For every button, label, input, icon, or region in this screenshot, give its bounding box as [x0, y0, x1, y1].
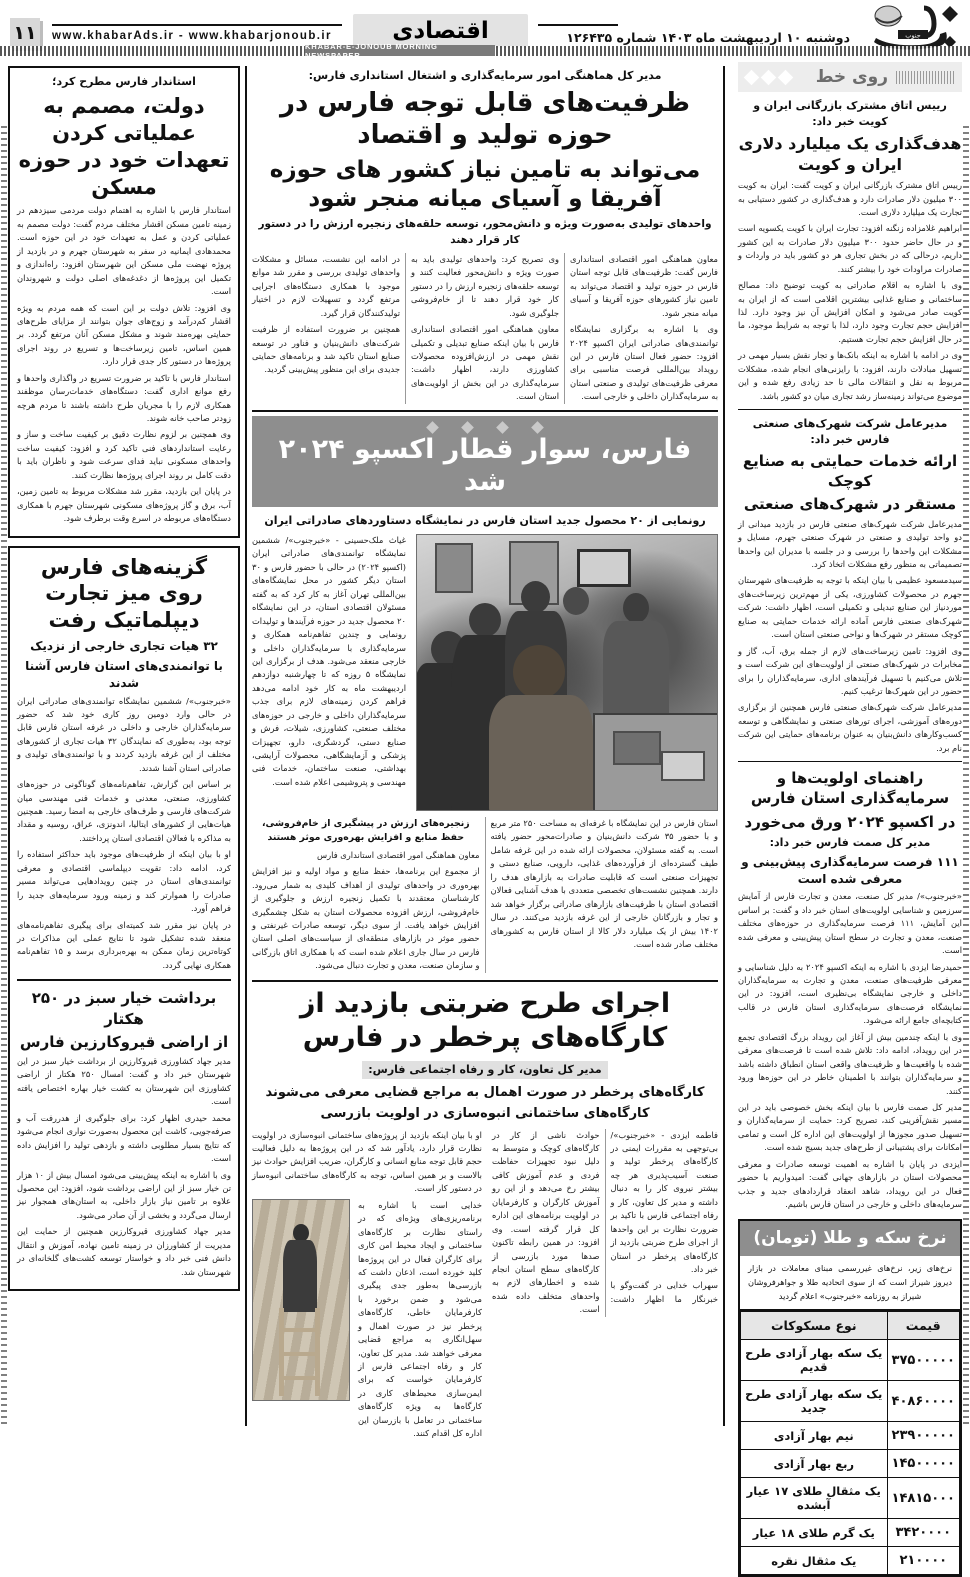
expo-photo-block — [252, 534, 718, 811]
center-column — [252, 62, 718, 1444]
table-row — [741, 1547, 960, 1575]
logo-sub-text: جنوب — [905, 31, 921, 40]
diamond-icon — [744, 69, 760, 85]
photo-wall-frame — [435, 543, 473, 593]
trade-sub-line2: با توانمندی‌های استان فارس آشنا شدند — [25, 658, 223, 690]
cucumber-headline-line1: برداشت خیار سبز در ۲۵۰ هکتار — [31, 989, 217, 1028]
price-column-header: قیمت — [887, 1312, 959, 1340]
photo-display-item — [661, 751, 705, 781]
price-table — [740, 1311, 960, 1575]
issue-date-line: دوشنبه ۱۰ اردیبهشت ماه ۱۴۰۳ شماره ۱۲۶۴۳۵ — [566, 30, 850, 45]
lead-kicker: مدیر کل هماهنگی امور سرمایه‌گذاری و اشتغال استانداری فارس: — [308, 69, 662, 82]
cucumber-para-1: محمد حیدری اظهار کرد: برای جلوگیری از هدررفت آب و صرفه‌جویی، کاشت این محصول به‌صورت نواری انجام می‌شود که نتایج بسیار مطلوبی داشته و بازدهی تولید را افزایش داده است. — [17, 1112, 231, 1164]
priorities-para-1: حمیدرضا ایزدی با اشاره به اینکه اکسپو ۲۰۲۴ به دلیل شناسایی و معرفی ظرفیت‌های صنعت، معدن و تجارت به سرمایه‌گذاران داخلی و خارجی نمایشگاه بی‌نظیری است، افزود: در این نمایشگاه فرصت‌های سرمایه‌گذاری استان فارس در قالب کتابچه‌ای جامع ارائه می‌شود. — [738, 961, 962, 1026]
lead-para-1: وی با اشاره به برگزاری نمایشگاه توانمندی‌های صادراتی ایران اکسپو ۲۰۲۴ افزود: حضور فعال استان فارس در این رویداد بین‌المللی فرصت مناسبی برای معرفی ظرفیت‌های تولیدی و صنعتی استان به سرمایه‌گذاران داخلی و خارجی است. — [570, 324, 718, 402]
center-divider-2 — [252, 980, 718, 982]
english-title-strip: KHABAR-E-JONOUB MORNING NEWSPAPER — [305, 45, 495, 56]
table-row — [741, 1381, 960, 1422]
table-row — [741, 1340, 960, 1381]
left-column — [8, 62, 240, 1291]
story-industrial-towns — [738, 416, 962, 755]
page-number: ۱۱ — [10, 18, 40, 48]
story-housing — [8, 66, 240, 538]
expo-para-0: غیاث ملک‌حسینی - «خبرجنوب»/ ششمین نمایشگاه توانمندی‌های صادراتی ایران (اکسپو ۲۰۲۴) در حالی با حضور فارس و ۳۰ استان دیگر کشور در محل نمایشگاه‌های بین‌المللی تهران آغاز به کار کرد که به گفته مسئولان اقتصادی استان، در این نمایشگاه ۲۰ محصول جدید در حوزه فرآیندها و تولیدات رونمایی و چندین تفاهم‌نامه همکاری و سرمایه‌گذاری با سرمایه‌گذاران داخلی و خارجی منعقد می‌شود. هدف از برگزاری این نمایشگاه ۵ روزه که تا چهارشنبه دوازدهم اردیبهشت ماه به کار خود ادامه می‌دهد فراهم کردن زمینه‌های لازم برای جذب سرمایه‌گذاران داخلی و خارجی در حوزه‌های مختلف صنعتی، کشاورزی، شیلات، فرش و صنایع دستی، گردشگری، دارو، تجهیزات پزشکی و آزمایشگاهی، محصولات آرایشی، بهداشتی، صنعت ساختمان، خدمات فنی مهندسی و پتروشیمی اعلام شده است. — [252, 535, 407, 787]
priorities-para-4: ایزدی در پایان با اشاره به اهمیت توسعه صادرات و معرفی محصولات استان در بازارهای جهانی گفت: امیدواریم با حضور فعال در این رویداد، شاهد انعقاد قراردادهای جدید و جذب سرمایه‌های داخلی و خارجی در استان فارس باشیم. — [738, 1158, 962, 1210]
gold-coin-price-table — [738, 1219, 962, 1577]
priorities-kicker: مدیر کل صمت فارس خبر داد: — [769, 835, 931, 849]
expo-pullquote-attrib: معاون هماهنگی امور اقتصادی استانداری فارس — [317, 849, 480, 860]
cucumber-para-0: مدیر جهاد کشاورزی قیروکارزین از برداشت خیار سبز در این شهرستان خبر داد و گفت: امسال ۲۵۰ هکتار از اراضی کشاورزی این شهرستان به کشت خیار بهاره اختصاص یافته است. — [17, 1056, 231, 1107]
masthead — [0, 0, 970, 62]
workshops-sub-1: کارگاه‌های پرخطر در صورت اهمال به مراجع قضایی معرفی می‌شوند — [265, 1085, 705, 1101]
photo-person-head — [521, 581, 550, 613]
price-table-title: نرخ سکه و طلا (تومان) — [740, 1221, 960, 1256]
kuwait-para-1: ابراهیم غلامزاده زنگنه افزود: تجارت ایران با کویت یکسویه است و در حال حاضر حدود ۳۰۰ میلیون دلار صادرات به این کشور داریم، درحالی که در بخش تجاری هر دو کشور باید در واردات و صادرات مراودات خود را بیشتر کنند. — [738, 223, 963, 274]
price-value: ۱۴۵۰۰۰۰۰ — [887, 1450, 959, 1478]
roy-khat-diamonds — [746, 72, 791, 83]
workshops-para-2: فاطمه ایزدی - «خبرجنوب»/ بی‌توجهی به مقررات ایمنی در کارگاه‌های پرخطر تولید و صنعت آسیب‌پذیری هر چه بیشتر نیروی کار را به دنبال داشته و مدیر کل تعاون، کار و رفاه اجتماعی فارس با تاکید بر ضرورت نظارت بر این واحدها از اجرای طرح ضربتی بازدید از کارگاه‌های پرخطر در استان خبر داد. — [610, 1129, 718, 1274]
lead-para-5: همچنین بر ضرورت استفاده از ظرفیت شرکت‌های دانش‌بنیان و فناور در توسعه صنایع استان تاکید شد و برنامه‌های حمایتی جدیدی برای این منظور پیش‌بینی گردید. — [252, 324, 400, 375]
priorities-headline-line2: در اکسپو ۲۰۲۴ ورق می‌خورد — [744, 812, 956, 831]
workshop-photo — [252, 1199, 350, 1401]
coin-name: یک سکه بهار آزادی طرح قدیم — [741, 1340, 888, 1381]
towns-para-0: مدیرعامل شرکت شهرک‌های صنعتی فارس در بازدید میدانی از دو واحد تولیدی و صنعتی در شهرک صنعتی جهرم، مسایل و مشکلات این واحدها را بررسی و در جلسه با مدیران این واحدها تصمیماتی به منظور رفع مشکلات اتخاذ کرد. — [738, 518, 962, 569]
workshops-body — [252, 1129, 718, 1444]
center-divider-1 — [252, 410, 718, 412]
coin-name: یک مثقال طلای ۱۷ عیار آبشده — [741, 1478, 888, 1519]
diamond-icon — [461, 421, 474, 434]
photo-figures — [417, 535, 717, 810]
lead-para-2: وی تصریح کرد: واحدهای تولیدی باید به صورت ویژه و دانش‌محور فعالیت کنند و توسعه حلقه‌های زنجیره ارزش را در دستور کار خود قرار دهند تا از خام‌فروشی جلوگیری شود. — [411, 253, 559, 318]
price-table-note: نرخ‌های زیر، نرخ‌های غیررسمی مبنای معاملات در بازار دیروز شیراز است که از سوی اتحادیه طلا و جواهرفروشان شیراز به روزنامه «خبرجنوب» اعلام گردید — [740, 1256, 960, 1311]
table-row — [741, 1519, 960, 1547]
trade-para-1: بر اساس این گزارش، تفاهم‌نامه‌های گوناگونی در حوزه‌های کشاورزی، صنعتی، معدنی و خدمات فنی مهندسی میان شرکت‌های فارسی و طرف‌های خارجی به امضا رسید. همچنین هیات‌هایی از کشورهای ایتالیا، اندونزی، عراق، روسیه و مقداد به مذاکره با فعالان اقتصادی استان پرداختند. — [17, 779, 231, 843]
lead-subhead: واحدهای تولیدی به‌صورت ویژه و دانش‌محور، توسعه حلقه‌های زنجیره ارزش را در دستور کار قرار دهند — [258, 218, 712, 247]
workshops-left-columns — [492, 1129, 718, 1317]
price-value: ۴۰۸۶۰۰۰۰ — [887, 1381, 959, 1422]
diamond-icon — [761, 69, 777, 85]
lead-body-columns — [252, 253, 718, 404]
photo-ladder-rung — [279, 1376, 320, 1380]
coin-name: ربع بهار آزادی — [741, 1450, 888, 1478]
diamond-icon — [496, 421, 509, 434]
price-table-body — [741, 1340, 960, 1575]
workshops-headline: اجرای طرح ضربتی بازدید از کارگاه‌های پرخطر در فارس — [299, 987, 671, 1053]
expo-banner-sub: رونمایی از ۲۰ محصول جدید استان فارس در نمایشگاه دستاوردهای صادراتی ایران — [264, 513, 706, 527]
cucumber-para-3: مدیر جهاد کشاورزی قیروکارزین همچنین از حمایت این مدیریت از کشاورزان در زمینه تامین نهاده، آموزش و انتقال دانش فنی خبر داد و خواستار توسعه کشت‌های گلخانه‌ای در شهرستان شد. — [17, 1226, 231, 1277]
towns-para-1: سیدمسعود عظیمی با بیان اینکه با توجه به ظرفیت‌های شهرستان جهرم در محصولات کشاورزی، یکی از مهم‌ترین زیرساخت‌های موردنیاز این صنایع تبدیلی و تکمیلی است، اظهار داشت: شرکت شهرک‌های صنعتی فارس آماده ارائه خدمات حمایتی به صنایع کوچک مستقر در شهرک‌ها و نواحی صنعتی استان است. — [738, 575, 962, 640]
coin-name: یک گرم طلای ۱۸ عیار — [741, 1519, 888, 1547]
price-value: ۳۴۲۰۰۰۰ — [887, 1519, 959, 1547]
towns-headline-line1: ارائه خدمات حمایتی به صنایع کوچک — [742, 451, 958, 491]
diamond-icon — [778, 69, 794, 85]
priorities-headline-line1: راهنمای اولویت‌ها و سرمایه‌گذاری استان فارس — [750, 769, 950, 808]
towns-kicker: مدیرعامل شرکت شهرک‌های صنعتی فارس خبر داد: — [752, 417, 948, 446]
expo-banner-title: فارس، سوار قطار اکسپو ۲۰۲۴ شد — [278, 433, 692, 498]
photo-worker-body — [283, 1240, 317, 1312]
table-row — [741, 1422, 960, 1450]
photo-person-body — [603, 621, 669, 717]
page-body — [0, 62, 970, 1569]
masthead-rule-right — [538, 24, 618, 26]
photo-ladder-rung — [279, 1352, 320, 1356]
coin-name: یک مثقال نقره — [741, 1547, 888, 1575]
story-kuwait — [738, 98, 962, 403]
trade-para-0: «خبرجنوب»/ ششمین نمایشگاه توانمندی‌های صادراتی ایران در حالی وارد دومین روز کاری خود شد که حضور سرمایه‌گذاران خارجی و داخلی در غرفه استان فارس قابل توجه بود، به‌طوری که نمایندگان ۳۲ هیات تجاری از کشورهای مختلف از این غرفه بازدید کردند و با توانمندی‌های تولیدی و صادراتی استان آشنا شدند. — [17, 695, 231, 773]
lead-para-4: در ادامه این نشست، مسائل و مشکلات واحدهای تولیدی بررسی و مقرر شد موانع موجود با همکاری دستگاه‌های اجرایی مرتفع گردد و تسهیلات لازم در اختیار تولیدکنندگان قرار گیرد. — [252, 253, 400, 318]
price-value: ۳۷۵۰۰۰۰۰ — [887, 1340, 959, 1381]
story-trade-diplomacy — [8, 546, 240, 1292]
photo-person-head — [469, 603, 501, 637]
towns-para-2: وی افزود: تامین زیرساخت‌های لازم از جمله برق، آب، گاز و مخابرات در شهرک‌های صنعتی از اولویت‌های این شرکت است و تلاش می‌کنیم با تسهیل فرآیندهای اداری، سرمایه‌گذاران را برای حضور در این شهرک‌ها ترغیب کنیم. — [738, 645, 962, 696]
price-value: ۱۴۸۱۵۰۰۰ — [887, 1478, 959, 1519]
kuwait-para-0: رییس اتاق مشترک بازرگانی ایران و کویت گفت: ایران به کویت ۳۰۰ میلیون دلار صادرات دارد و هدف‌گذاری در کشور دستیابی به تجارت یک میلیارد دلاری است. — [738, 180, 962, 217]
banner-diamond-row — [256, 422, 714, 434]
workshops-para-0: او با بیان اینکه بازدید از پروژه‌های ساختمانی انبوه‌سازی در اولویت نظارت قرار دارد، یادآور شد که در این پروژه‌ها به دلیل فعالیت حجم قابل توجه منابع انسانی و کارگران، ضریب افزایش حوادث نیز بالاست و بر همین اساس، توجه به کارگاه‌های ساختمانی انبوه‌ساز در دستور کار است. — [252, 1129, 482, 1194]
column-divider-right — [723, 66, 725, 1426]
story-expo-priorities — [738, 768, 962, 1211]
price-table-header-row — [741, 1312, 960, 1340]
photo-person-head — [563, 587, 589, 615]
photo-display-item — [613, 731, 661, 765]
coin-name: نیم بهار آزادی — [741, 1422, 888, 1450]
coin-name: یک سکه بهار آزادی طرح جدید — [741, 1381, 888, 1422]
expo-banner — [252, 416, 718, 507]
housing-para-0: استاندار فارس با اشاره به اهتمام دولت مردمی سیزدهم در زمینه تامین مسکن اقشار مختلف مردم گفت: دولت مصمم به عملیاتی کردن و عمل به تعهدات خود در این حوزه است. محمدهادی ایمانیه در سفر به شهرستان جهرم و در بازدید از پروژه نهضت ملی مسکن این شهرستان افزود: راه‌اندازی و تکمیل این پروژه‌ها از دغدغه‌های اصلی دولت و شهروندان است. — [17, 205, 231, 297]
housing-para-2: استاندار فارس با تاکید بر ضرورت تسریع در واگذاری واحدها و رفع موانع اداری گفت: دستگاه‌های خدمات‌رسان موظفند همکاری لازم را با مجریان طرح داشته باشند تا مردم هرچه زودتر صاحب خانه شوند. — [17, 372, 231, 423]
lead-headline-line2: می‌تواند به تامین نیاز کشور های حوزه آفریقا و آسیای میانه منجر شود — [269, 156, 701, 212]
kuwait-para-3: وی در ادامه با اشاره به اینکه بانک‌ها و تجار نقش بسیار مهمی در تسهیل مبادلات دارند، افزود: با رایزنی‌های انجام شده، مشکلات مربوط به نقل و انتقالات مالی تا حد زیادی رفع شده و این موضوع می‌تواند زمینه‌ساز رشد تجاری میان دو کشور باشد. — [738, 350, 962, 401]
workshops-sub-2: کارگاه‌های ساختمانی انبوه‌سازی در اولویت بازرسی — [320, 1106, 650, 1122]
expo-photo — [416, 534, 718, 811]
priorities-para-2: وی با اینکه چندمین بیش از آغاز این رویداد بزرگ اقتصادی تجمع در این رویداد، ادامه داد: تلاش شده است تا فرصت‌های معرفی شده با واقعیت‌ها و ظرفیت‌های واقعی استان انطباق داشته باشد و سرمایه‌گذاران بتوانند با اطمینان خاطر در این حوزه‌ها ورود کنند. — [738, 1031, 962, 1096]
type-column-header: نوع مسکوکات — [741, 1312, 888, 1340]
priorities-sub: ۱۱۱ فرصت سرمایه‌گذاری پیش‌بینی و معرفی شده است — [741, 854, 959, 886]
right-divider-1 — [738, 409, 962, 410]
right-divider-2 — [738, 761, 962, 762]
priorities-para-0: «خبرجنوب»/ مدیر کل صنعت، معدن و تجارت فارس از آمایش سرزمین و شناسایی اولویت‌های استان خبر داد و گفت: بر اساس این آمایش، ۱۱۱ فرصت سرمایه‌گذاری در حوزه‌های مختلف صنعت، معدن و تجارت در سطح استان پیش‌بینی و معرفی شده است. — [738, 891, 962, 956]
cucumber-para-2: وی با اشاره به اینکه پیش‌بینی می‌شود امسال بیش از ۱۰ هزار تن خیار سبز از این اراضی برداشت شود، افزود: این محصول علاوه بر تامین نیاز بازار داخلی، به استان‌های همجوار نیز ارسال می‌گردد و بخشی از آن صادر می‌شود. — [17, 1169, 231, 1220]
workshops-para-3: سهراب خدایی در گفت‌وگو با خبرنگار ما اظهار داشت: حوادث ناشی از کار در کارگاه‌های کوچک و متوسط به دلیل نبود تجهیزات حفاظت فردی و عدم آموزش کافی بیشتر رخ می‌دهد و از این رو آموزش کارگران و کارفرمایان در اولویت برنامه‌های این اداره کل قرار گرفته است. وی افزود: در همین رابطه تاکنون صدها مورد بازرسی از کارگاه‌های سطح استان انجام شده و اخطارهای لازم به واحدهای متخلف داده شده است. — [492, 1129, 718, 1315]
roy-khat-header — [738, 62, 962, 92]
kuwait-kicker: رییس اتاق مشترک بازرگانی ایران و کویت خبر داد: — [753, 99, 947, 128]
photo-ladder-rung — [279, 1328, 320, 1332]
lead-para-0: معاون هماهنگی امور اقتصادی استانداری فارس گفت: ظرفیت‌های قابل توجه استان فارس در حوزه تولید و اقتصاد می‌تواند به تامین نیاز کشورهای حوزه آفریقا و آسیای میانه منجر شود. — [570, 253, 718, 318]
trade-sub-line1: ۳۲ هیات تجاری خارجی از نزدیک — [30, 639, 218, 654]
expo-para-1: استان فارس در این نمایشگاه با غرفه‌ای به مساحت ۲۵۰ متر مربع و با حضور ۳۵ شرکت دانش‌بنیان و صادرات‌محور حضور یافته است. به گفته مسئولان، محصولات ارائه شده در این غرفه شامل طیف گسترده‌ای از فرآورده‌های غذایی، دارویی، صنایع دستی و تجهیزات صنعتی است که قابلیت صادرات به بازارهای هدف را دارند. همچنین نشست‌های تخصصی متعددی با هدف آشنایی فعالان اقتصادی استان با ظرفیت‌های بازارهای صادراتی برگزار خواهد شد و تجار و بازرگانان خارجی از این غرفه بازدید می‌کنند. در سال ۱۴۰۲ بیش از یک میلیارد دلار کالا از استان فارس به کشورهای مختلف صادر شده است. — [490, 818, 719, 949]
diamond-icon — [531, 421, 544, 434]
priorities-para-3: مدیر کل صمت فارس با بیان اینکه بخش خصوصی باید در این مسیر نقش‌آفرینی کند، تصریح کرد: حمایت از سرمایه‌گذاران و تسهیل صدور مجوزها از اولویت‌های این اداره کل است و تمامی امکانات برای پشتیبانی از طرح‌های جدید بسیج شده است. — [738, 1101, 962, 1153]
expo-para-2: از مجموع این برنامه‌ها، حفظ منابع و مواد اولیه و نیز افزایش بهره‌وری در واحدهای تولیدی از اهداف کلیدی به شمار می‌رود. کارشناسان معتقدند با تکمیل زنجیره ارزش و جلوگیری از خام‌فروشی، ارزش افزوده محصولات استان به شکل چشمگیری افزایش خواهد یافت. از سوی دیگر، توسعه صادرات غیرنفتی و حضور موثر در بازارهای منطقه‌ای از سیاست‌های اصلی استان فارس در سال جاری اعلام شده است که با همکاری اتاق بازرگانی و سازمان صنعت، معدن و تجارت دنبال می‌شود. — [252, 866, 480, 971]
kuwait-para-2: وی با اشاره به اقلام صادراتی به کویت توضیح داد: مصالح ساختمانی و صنایع غذایی بیشترین اقلامی است که از ایران به کویت صادر می‌شود و امکان افزایش آن نیز وجود دارد. لذا افزایش حجم تجارت وجود دارد، لذا با توجه به شرایط موجود، ما در حال افزایش حجم تجارت هستیم. — [738, 280, 962, 344]
housing-para-1: وی افزود: تلاش دولت بر این است که همه مردم به ویژه اقشار کم‌درآمد و زوج‌های جوان بتوانند از مزایای طرح‌های حمایتی بهره‌مند شوند و مشکل مسکن آنان مرتفع گردد. بر همین اساس، تامین زیرساخت‌ها و تسریع در روند اجرای پروژه‌ها در دستور کار جدی قرار دارد. — [17, 302, 231, 367]
housing-headline: دولت، مصمم به عملیاتی کردن تعهدات خود در حوزه مسکن — [18, 93, 230, 199]
table-row — [741, 1478, 960, 1519]
website-urls[interactable]: www.khabarAds.ir - www.khabarjonoub.ir — [52, 30, 332, 42]
story-lead-capacity — [252, 62, 718, 404]
photo-figures — [253, 1200, 349, 1400]
column-divider-left — [245, 66, 247, 1426]
photo-person-body — [489, 695, 593, 811]
trade-para-3: در پایان نیز مقرر شد کمیته‌ای برای پیگیری تفاهم‌نامه‌های منعقد شده تشکیل شود تا نتایج عملی این مذاکرات در کوتاه‌ترین زمان ممکن به بهره‌برداری برسد و ۱۵ تفاهم‌نامه همکاری نهایی گردد. — [17, 919, 231, 970]
photo-person-head — [623, 593, 649, 623]
page-edge-ticks-left — [1, 126, 7, 1426]
trade-headline: گزینه‌های فارس روی میز تجارت دیپلماتیک رفت — [40, 554, 208, 633]
hatch-decoration — [896, 71, 954, 84]
housing-para-4: در پایان این بازدید، مقرر شد مشکلات مربوط به تامین زمین، آب، برق و گاز پروژه‌های مسکونی شهرستان جهرم با همکاری دستگاه‌های مربوطه در اسرع وقت برطرف شود. — [17, 486, 231, 524]
photo-person-head — [513, 645, 565, 699]
expo-lower-columns — [252, 817, 718, 973]
towns-para-3: مدیرعامل شرکت شهرک‌های صنعتی فارس همچنین از برگزاری دوره‌های آموزشی، اجرای تورهای صنعتی و نمایشگاهی و توسعه کسب‌وکارهای دانش‌بنیان به عنوان برنامه‌های حمایتی این شرکت نام برد. — [738, 702, 962, 753]
price-value: ۲۳۹۰۰۰۰۰ — [887, 1422, 959, 1450]
price-value: ۲۱۰۰۰۰ — [887, 1547, 959, 1575]
housing-kicker: استاندار فارس مطرح کرد؛ — [52, 75, 196, 88]
diamond-icon — [426, 421, 439, 434]
section-title: اقتصادی — [353, 14, 528, 48]
masthead-rule-left — [52, 24, 342, 26]
right-column — [738, 62, 962, 1577]
workshops-kicker: مدیر کل تعاون، کار و رفاه اجتماعی فارس: — [362, 1061, 607, 1079]
towns-headline-line2: مستقر در شهرک‌های صنعتی — [743, 495, 957, 514]
lead-para-3: معاون هماهنگی امور اقتصادی استانداری فارس با بیان اینکه صنایع تبدیلی و تکمیلی نقش مهمی در ارزش‌افزوده محصولات کشاورزی دارند، اظهار داشت: سرمایه‌گذاری در این بخش از اولویت‌های استان است. — [411, 324, 559, 402]
cucumber-headline-line2: از اراضی قیروکارزین فارس — [19, 1032, 229, 1051]
story-workshops — [252, 987, 718, 1444]
trade-para-2: او با بیان اینکه از ظرفیت‌های موجود باید حداکثر استفاده را کرد، ادامه داد: تقویت دیپلماسی اقتصادی و معرفی توانمندی‌های استان در چنین رویدادهایی می‌تواند مسیر صادرات را هموارتر کند و زمینه ورود سرمایه‌های جدید را فراهم آورد. — [17, 849, 231, 914]
expo-pullquote: زنجیره‌های ارزش در پیشگیری از خام‌فروشی، حفظ منابع و افزایش بهره‌وری موثر هستند — [261, 818, 470, 844]
left-story-divider — [17, 979, 231, 981]
roy-khat-label: روی خط — [815, 67, 888, 87]
table-row — [741, 1450, 960, 1478]
photo-monitor — [577, 549, 631, 587]
lead-headline-line1: ظرفیت‌های قابل توجه فارس در حوزه تولید و اقتصاد — [280, 87, 690, 151]
page-edge-ticks-right — [963, 126, 969, 1426]
workshops-para-1: خدایی است با اشاره به برنامه‌ریزی‌های ویژه‌ای که در راستای نظارت بر کارگاه‌های ساختمانی و ایجاد محیط امن کاری برای کارگران فعال در این پروژه‌ها کلید خورده است، اذعان داشت که بازرسی‌ها به‌طور جدی پیگیری می‌شود و ضمن برخورد با کارفرمایان خاطی، کارگاه‌های پرخطر نیز در صورت اهمال و سهل‌انگاری به مراجع قضایی معرفی خواهند شد. مدیر کل تعاون، کار و رفاه اجتماعی فارس از کارفرمایان خواست که برای ایمن‌سازی محیط‌های کاری در کارگاه‌ها به ویژه کارگاه‌های ساختمانی در تعامل با بازرسان این اداره کل اقدام کنند. — [358, 1199, 482, 1439]
housing-para-3: وی همچنین بر لزوم نظارت دقیق بر کیفیت ساخت و ساز و رعایت استانداردهای فنی تاکید کرد و افزود: کیفیت ساخت واحدهای مسکونی نباید فدای سرعت شود و ناظران باید با دقت کامل بر روند اجرای پروژه‌ها نظارت کنند. — [17, 429, 231, 480]
kuwait-headline: هدف‌گذاری یک میلیارد دلاری ایران و کویت — [738, 133, 962, 175]
